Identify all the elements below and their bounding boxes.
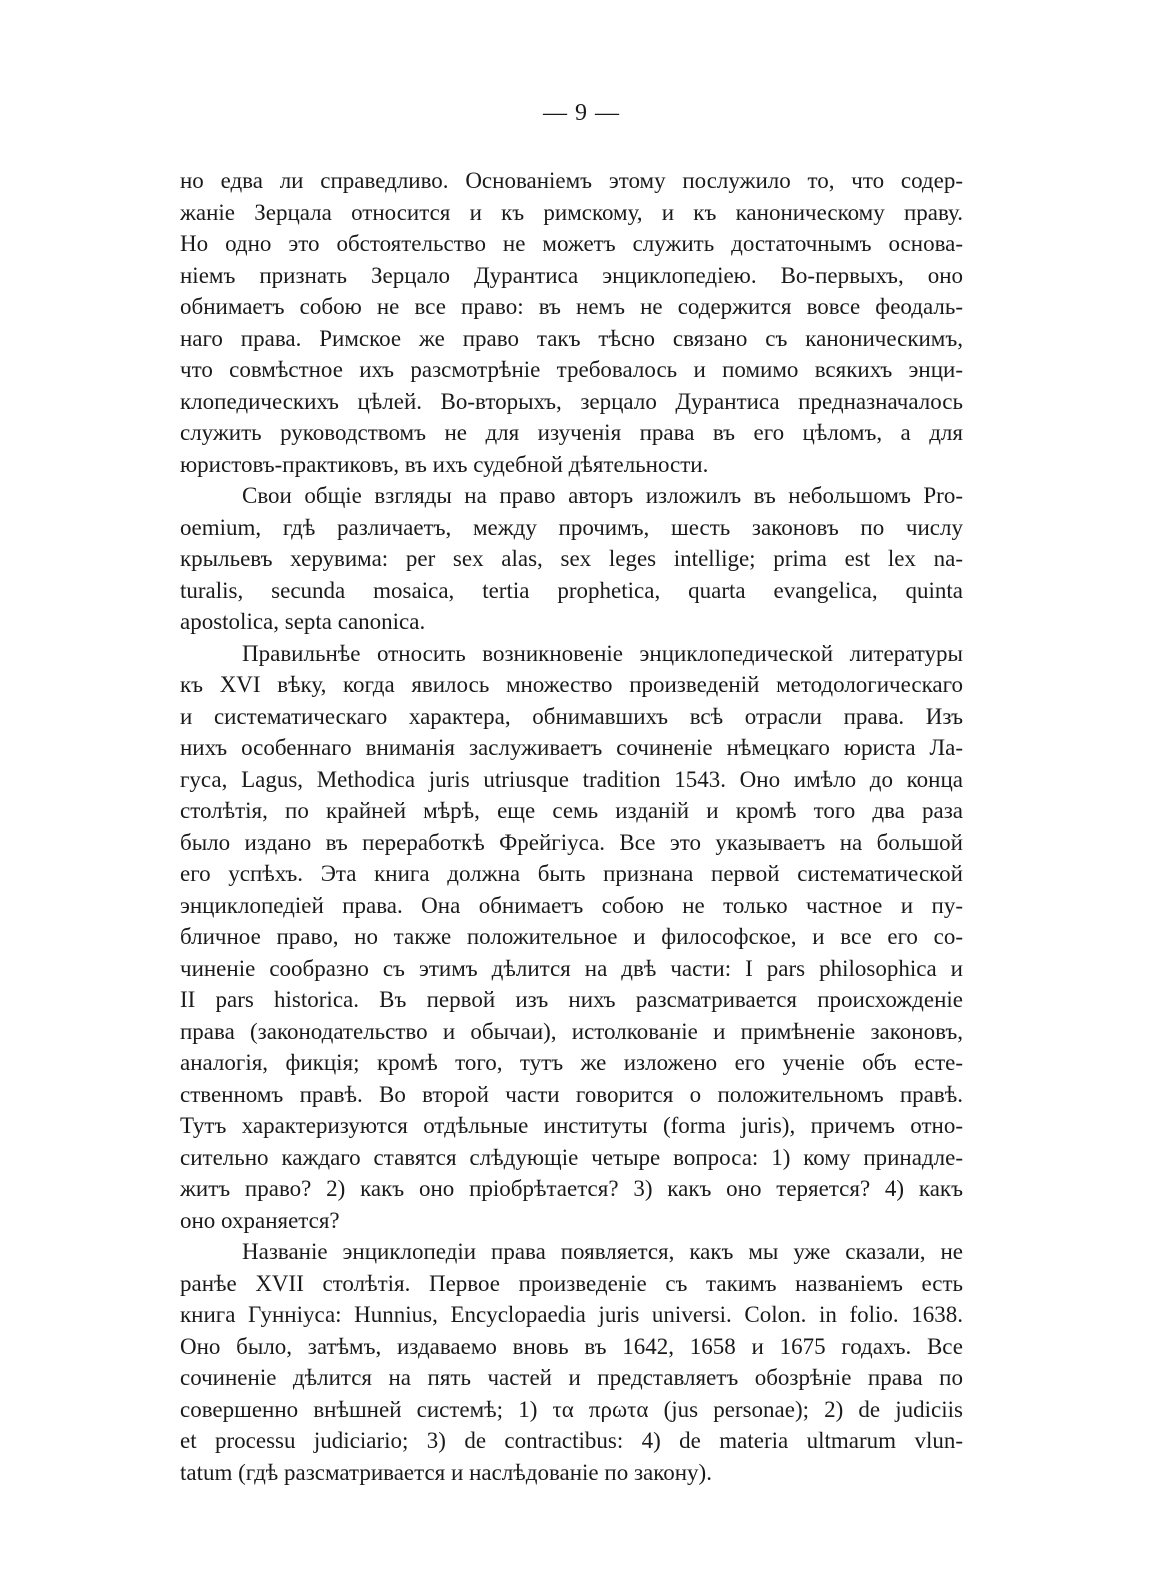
text-line: oemium, гдѣ различаетъ, между прочимъ, шесть законовъ по числу	[180, 514, 963, 540]
text-line: права (законодательство и обычаи), истолкованіе и примѣненіе законовъ,	[180, 1018, 963, 1044]
text-line: гуса, Lagus, Methodica juris utriusque tradition 1543. Оно имѣло до конца	[180, 766, 963, 792]
text-line: Оно было, затѣмъ, издаваемо вновь въ 1642, 1658 и 1675 годахъ. Все	[180, 1333, 963, 1359]
text-line: ранѣе XVII столѣтія. Первое произведеніе съ такимъ названіемъ есть	[180, 1270, 963, 1296]
text-line: бличное право, но также положительное и философское, и все его со-	[180, 924, 963, 949]
page-number: — 9 —	[543, 100, 620, 126]
text-line: apostolica, septa canonica.	[180, 609, 426, 634]
paragraph	[180, 638, 963, 1237]
text-line: Правильнѣе относить возникновеніе энциклопедической литературы	[242, 640, 963, 666]
text-line: книга Гунніуса: Hunnius, Encyclopaedia juris universi. Colon. in folio. 1638.	[180, 1302, 963, 1327]
text-line: юристовъ-практиковъ, въ ихъ судебной дѣятельности.	[180, 451, 709, 477]
text-line: столѣтія, по крайней мѣрѣ, еще семь изданій и кромѣ того два раза	[180, 798, 963, 823]
text-line: чиненіе сообразно съ этимъ дѣлится на двѣ части: I pars philosophica и	[180, 955, 963, 981]
paragraph	[180, 165, 963, 480]
text-line: что совмѣстное ихъ разсмотрѣніе требовалось и помимо всякихъ энци-	[180, 357, 963, 382]
text-line: но едва ли справедливо. Основаніемъ этому послужило то, что содер-	[180, 168, 963, 193]
text-line: сочиненіе дѣлится на пять частей и представляетъ обозрѣніе права по	[180, 1365, 963, 1390]
text-line: и систематическаго характера, обнимавшихъ всѣ отрасли права. Изъ	[180, 703, 963, 729]
text-line: ственномъ правѣ. Во второй части говорится о положительномъ правѣ.	[180, 1081, 963, 1107]
text-line: Но одно это обстоятельство не можетъ служить достаточнымъ основа-	[180, 231, 963, 256]
text-line: оно охраняется?	[180, 1207, 340, 1233]
paragraph	[180, 480, 963, 638]
text-line: житъ право? 2) какъ оно пріобрѣтается? 3) какъ оно теряется? 4) какъ	[180, 1176, 963, 1201]
text-line: ніемъ признать Зерцало Дурантиса энциклопедіею. Во-первыхъ, оно	[180, 262, 963, 288]
text-line: совершенно внѣшней системѣ; 1) τα πρωτα (jus personae); 2) de judiciis	[180, 1396, 963, 1422]
text-line: Названіе энциклопедіи права появляется, какъ мы уже сказали, не	[242, 1239, 963, 1264]
text-line: et processu judiciario; 3) de contractibus: 4) de materia ultmarum vlun-	[180, 1428, 963, 1453]
text-line: аналогія, фикція; кромѣ того, тутъ же изложено его ученіе объ есте-	[180, 1050, 963, 1075]
text-line: крыльевъ херувима: per sex alas, sex leges intellige; prima est lex na-	[180, 546, 963, 571]
text-line: жаніе Зерцала относится и къ римскому, и къ каноническому праву.	[180, 199, 963, 225]
text-line: было издано въ переработкѣ Фрейгіуса. Все это указываетъ на большой	[180, 829, 963, 855]
body-text	[180, 165, 963, 1488]
text-line: II pars historica. Въ первой изъ нихъ разсматривается происхожденіе	[180, 987, 963, 1012]
text-line: Тутъ характеризуются отдѣльные институты (forma juris), причемъ отно-	[180, 1113, 963, 1138]
text-line: tatum (гдѣ разсматривается и наслѣдованіе по закону).	[180, 1459, 712, 1485]
text-line: служить руководствомъ не для изученія права въ его цѣломъ, а для	[180, 420, 963, 445]
paragraph	[180, 1236, 963, 1488]
text-line: сительно каждаго ставятся слѣдующіе четыре вопроса: 1) кому принадле-	[180, 1144, 963, 1170]
text-line: обнимаетъ собою не все право: въ немъ не содержится вовсе феодаль-	[180, 294, 963, 319]
text-line: turalis, secunda mosaica, tertia prophetica, quarta evangelica, quinta	[180, 577, 963, 603]
text-line: его успѣхъ. Эта книга должна быть признана первой систематической	[180, 861, 963, 886]
text-line: къ XVI вѣку, когда явилось множество произведеній методологическаго	[180, 672, 963, 697]
text-line: наго права. Римское же право такъ тѣсно связано съ каноническимъ,	[180, 325, 963, 351]
text-line: Свои общіе взгляды на право авторъ изложилъ въ небольшомъ Pro-	[242, 483, 963, 508]
text-line: клопедическихъ цѣлей. Во-вторыхъ, зерцало Дурантиса предназначалось	[180, 388, 963, 414]
text-line: нихъ особеннаго вниманія заслуживаетъ сочиненіе нѣмецкаго юриста Ла-	[180, 735, 963, 760]
text-line: энциклопедіей права. Она обнимаетъ собою не только частное и пу-	[180, 892, 963, 918]
